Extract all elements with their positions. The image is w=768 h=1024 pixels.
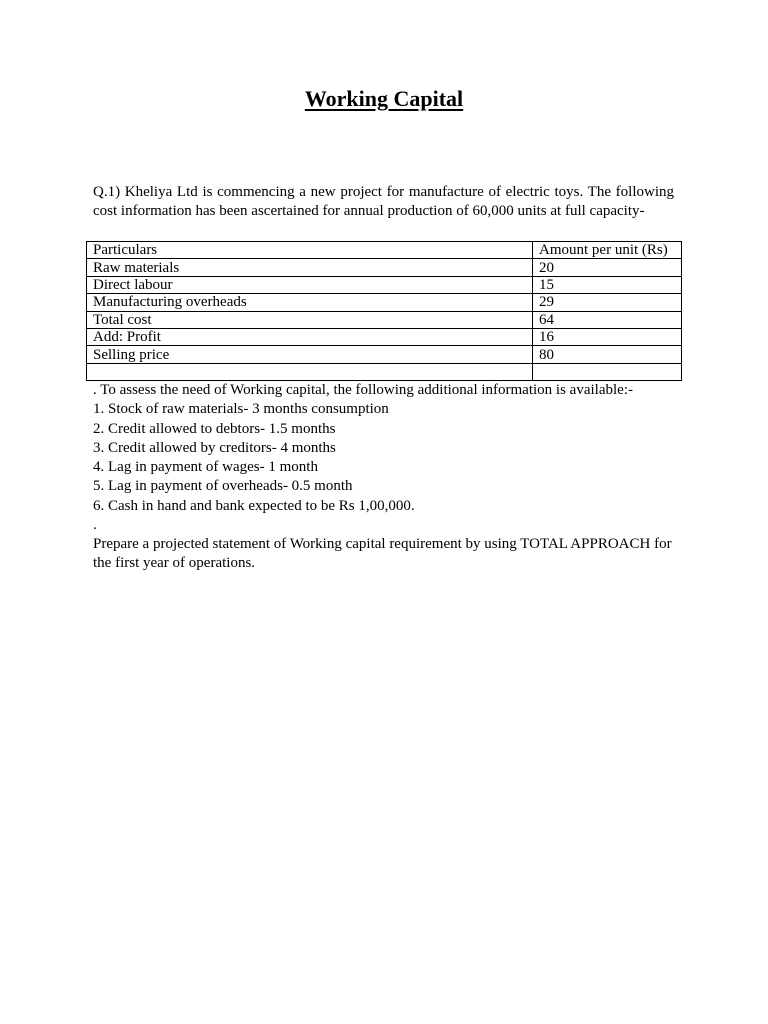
final-instruction: Prepare a projected statement of Working capital requirement by using TOTAL APPROACH for the first year of operations.	[93, 536, 672, 571]
row-particular: Selling price	[87, 346, 533, 363]
page-title: Working Capital	[304, 86, 464, 111]
cost-table	[86, 241, 682, 381]
info-line: 2. Credit allowed to debtors- 1.5 months	[93, 420, 336, 437]
info-line: 6. Cash in hand and bank expected to be Rs 1,00,000.	[93, 497, 415, 514]
row-amount: 16	[533, 328, 682, 345]
row-amount: 29	[533, 294, 682, 311]
table-header-row	[87, 242, 682, 259]
row-particular: Raw materials	[87, 259, 533, 276]
row-amount: 80	[533, 346, 682, 363]
row-amount: 20	[533, 259, 682, 276]
row-particular: Total cost	[87, 311, 533, 328]
table-row-empty	[87, 363, 682, 380]
table-row	[87, 276, 682, 293]
row-particular	[87, 363, 533, 380]
row-particular: Manufacturing overheads	[87, 294, 533, 311]
row-particular: Add: Profit	[87, 328, 533, 345]
row-amount	[533, 363, 682, 380]
additional-info	[93, 381, 713, 535]
info-line: .	[93, 517, 97, 534]
info-line: 4. Lag in payment of wages- 1 month	[93, 459, 318, 476]
question-intro: Q.1) Kheliya Ltd is commencing a new project for manufacture of electric toys. The following cost information has been ascertained for annual production of 60,000 units at full capacity-	[93, 184, 674, 219]
header-particulars: Particulars	[87, 242, 533, 259]
table-row	[87, 294, 682, 311]
info-line: 1. Stock of raw materials- 3 months consumption	[93, 401, 389, 418]
row-amount: 64	[533, 311, 682, 328]
info-line: . To assess the need of Working capital, the following additional information is available:-	[93, 382, 633, 398]
row-particular: Direct labour	[87, 276, 533, 293]
table-row	[87, 311, 682, 328]
info-line: 5. Lag in payment of overheads- 0.5 month	[93, 478, 353, 495]
table-row	[87, 346, 682, 363]
info-line: 3. Credit allowed by creditors- 4 months	[93, 439, 336, 456]
table-row	[87, 328, 682, 345]
table-row	[87, 259, 682, 276]
row-amount: 15	[533, 276, 682, 293]
header-amount: Amount per unit (Rs)	[533, 242, 682, 259]
